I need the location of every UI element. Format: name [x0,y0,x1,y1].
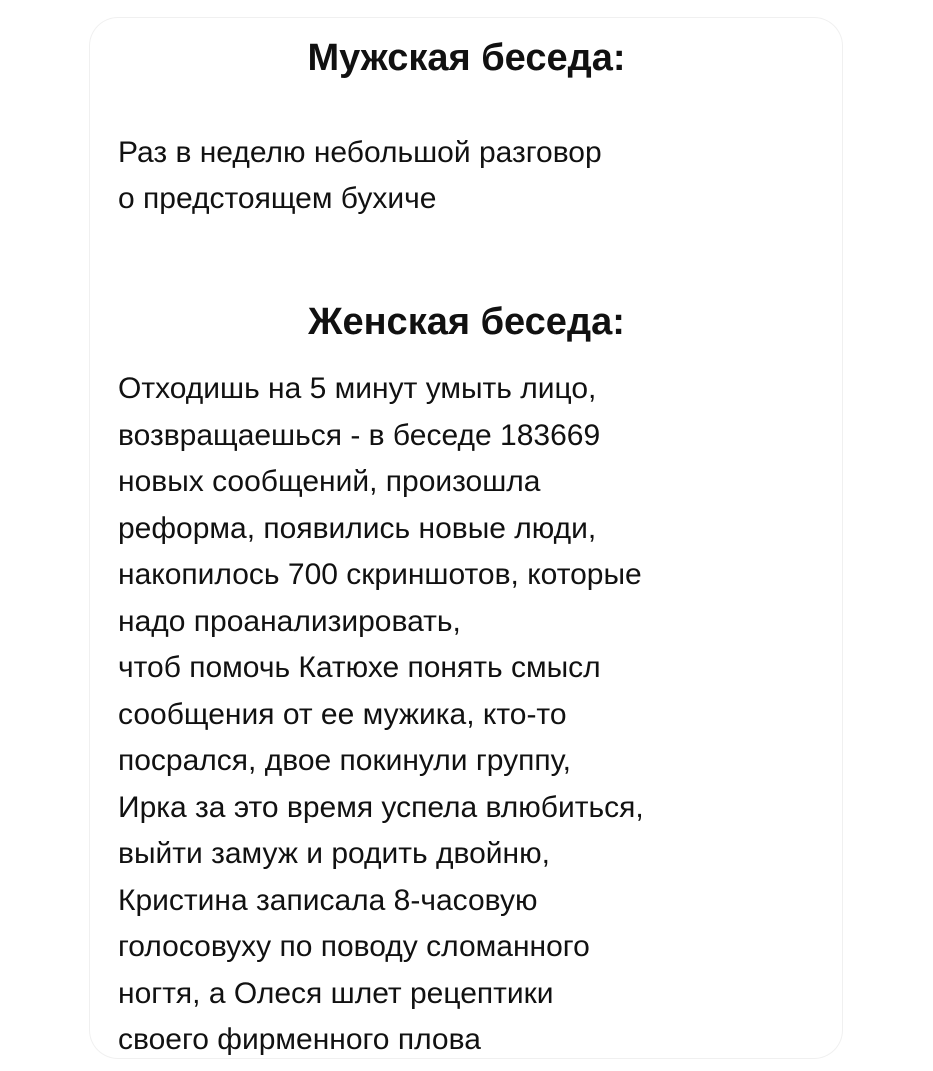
text-line: Кристина записала 8-часовую [118,883,538,917]
text-line: сообщения от ее мужика, кто-то [118,697,567,731]
women-chat-heading: Женская беседа: [308,301,625,343]
text-line: голосовуху по поводу сломанного [118,930,590,963]
text-line: своего фирменного плова [118,1023,481,1056]
text-line: посрался, двое покинули группу, [118,744,571,777]
text-line: накопилось 700 скриншотов, которые [118,558,642,591]
text-line: новых сообщений, произошла [118,465,541,498]
text-line: чтоб помочь Катюхе понять смысл [118,651,601,684]
women-chat-text [118,366,838,1064]
text-line: надо проанализировать, [118,604,461,638]
text-line: Отходишь на 5 минут умыть лицо, [118,372,597,405]
text-line: реформа, появились новые люди, [118,511,597,545]
men-chat-heading: Мужская беседа: [307,37,626,79]
text-line: о предстоящем бухиче [118,182,437,215]
text-line: Ирка за это время успела влюбиться, [118,790,644,824]
text-line: Раз в неделю небольшой разговор [118,136,602,169]
men-chat-text [118,130,838,222]
text-line: ногтя, а Олеся шлет рецептики [118,976,554,1010]
text-line: выйти замуж и родить двойню, [118,837,550,870]
text-line: возвращаешься - в беседе 183669 [118,418,601,452]
